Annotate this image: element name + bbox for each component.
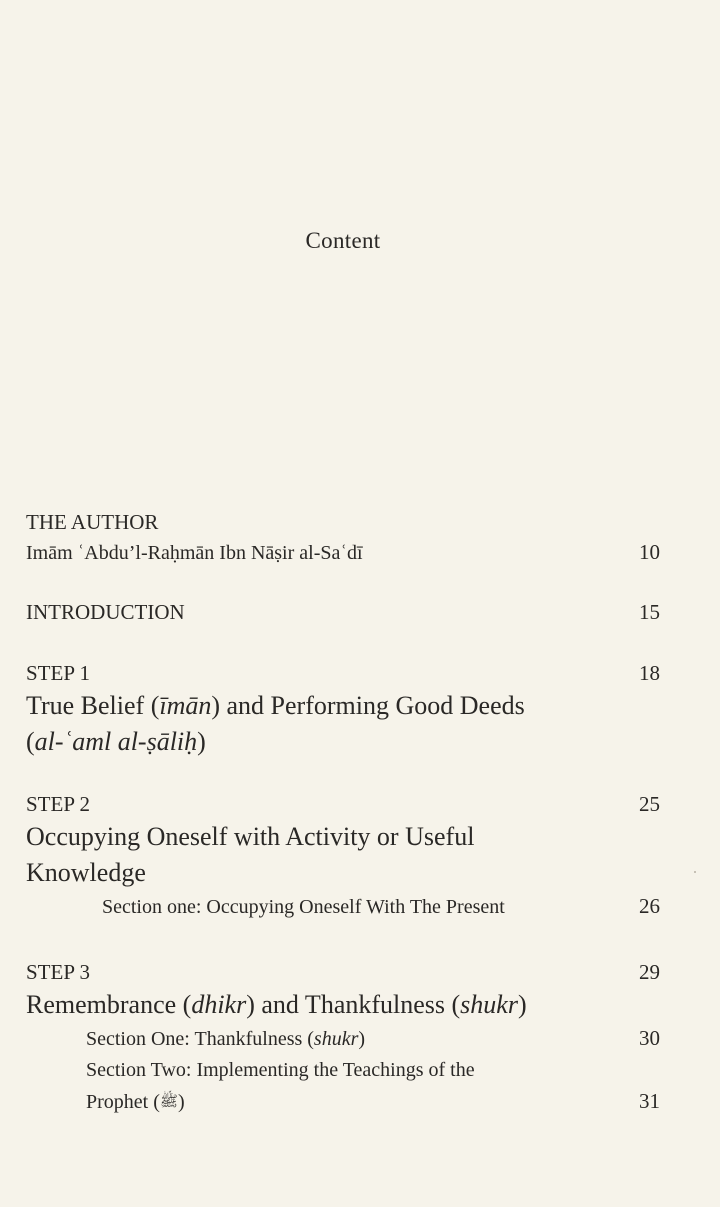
toc-heading-step-1: STEP 1: [26, 661, 90, 685]
toc-section-text: Section One: Thankfulness (: [86, 1028, 314, 1050]
toc-section-text: ): [178, 1091, 185, 1113]
toc-row-step-3-section-two: [26, 1086, 660, 1118]
toc-page-number: 10: [639, 540, 660, 564]
toc-page-number: 25: [639, 792, 660, 816]
toc-row-step-2-section-one: [26, 891, 660, 923]
toc-page-number: 29: [639, 960, 660, 984]
toc-entry-step-2: [26, 789, 660, 923]
toc-page-number: 26: [639, 894, 660, 918]
toc-section-step-3-two: Section Two: Implementing the Teachings of the: [86, 1059, 475, 1081]
toc-title-italic: dhikr: [191, 990, 247, 1019]
toc-heading-author: THE AUTHOR: [26, 510, 159, 534]
toc-entry-author: [26, 507, 660, 569]
toc-section-text: ): [358, 1028, 366, 1050]
toc-title-text: ) and Thankfulness (: [246, 990, 461, 1019]
toc-page-number: 31: [639, 1089, 660, 1113]
toc-title-step-1-line2: [26, 724, 660, 760]
toc-section-step-3-two-line2: [86, 1087, 185, 1118]
toc-heading-step-3: STEP 3: [26, 960, 90, 984]
toc-row-author-name: [26, 537, 660, 569]
toc-title-italic: īmān: [159, 691, 212, 720]
toc-title-text: ): [197, 727, 206, 756]
toc-section-italic: shukr: [313, 1028, 359, 1050]
toc-row-step-3-section-one: [26, 1023, 660, 1055]
toc-page-number: 30: [639, 1026, 660, 1050]
toc-title-text: ) and Performing Good Deeds: [211, 691, 525, 720]
toc-title-step-3: [26, 987, 660, 1023]
toc-title-italic: al-ʿaml al-ṣāliḥ: [34, 727, 198, 756]
toc-page-number: 18: [639, 661, 660, 685]
toc-heading-introduction: INTRODUCTION: [26, 600, 185, 624]
toc-heading-step-2: STEP 2: [26, 792, 90, 816]
toc-title-italic: shukr: [460, 990, 518, 1019]
toc-title-text: Remembrance (: [26, 990, 192, 1019]
toc-row-step-2: [26, 789, 660, 819]
toc-title-step-2: Occupying Oneself with Activity or Useful: [26, 822, 475, 851]
toc-title-step-2-line2: Knowledge: [26, 858, 146, 887]
page-title: Content: [305, 228, 381, 253]
toc-title-text: (: [26, 727, 35, 756]
toc-section-step-3-one: [86, 1024, 365, 1055]
toc-title-text: ): [517, 990, 527, 1019]
toc-entry-step-3: [26, 957, 660, 1118]
paper-speck: [694, 871, 696, 873]
toc-entry-step-1: [26, 658, 660, 760]
toc-row-introduction: [26, 597, 660, 627]
toc-title-text: True Belief (: [26, 691, 160, 720]
toc-page-number: 15: [639, 600, 660, 624]
toc-title-step-1: [26, 688, 660, 724]
toc-entry-introduction: [26, 597, 660, 627]
toc-author-name: Imām ʿAbdu’l-Raḥmān Ibn Nāṣir al-Saʿdī: [26, 542, 363, 564]
toc-section-text: Prophet (: [86, 1091, 160, 1113]
salutation-seal-icon: ﷺ: [159, 1094, 179, 1110]
toc-row-step-1: [26, 658, 660, 688]
toc-section-step-2-one: Section one: Occupying Oneself With The Present: [102, 896, 505, 918]
toc-row-step-3: [26, 957, 660, 987]
